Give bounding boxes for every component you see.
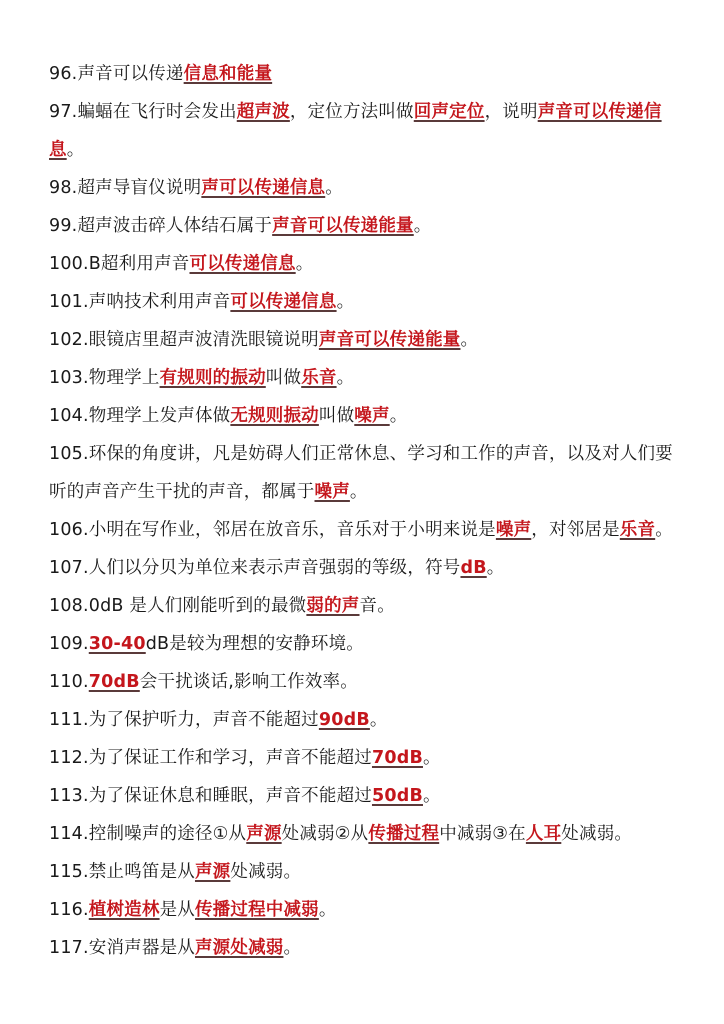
item-text: ，对邻居是 <box>531 520 620 540</box>
answer-highlight: 声音可以传递信息 <box>49 102 662 160</box>
list-item <box>49 169 681 207</box>
list-item <box>49 397 681 435</box>
list-item <box>49 853 681 891</box>
item-text: 。 <box>283 938 302 958</box>
item-number: 99. <box>49 216 78 236</box>
item-text: 。 <box>655 520 673 540</box>
list-item <box>49 321 681 359</box>
item-text: 声呐技术利用声音 <box>88 292 231 312</box>
item-number: 96. <box>49 64 78 84</box>
item-number: 97. <box>49 102 78 122</box>
list-item <box>49 777 681 815</box>
answer-highlight: 90dB <box>318 710 370 730</box>
item-number: 110. <box>49 672 89 692</box>
item-text: 。 <box>336 292 355 312</box>
item-number: 104. <box>49 406 89 426</box>
answer-highlight: 乐音 <box>619 520 656 540</box>
item-text: 处减弱。 <box>561 824 633 844</box>
item-text: 。 <box>389 406 408 426</box>
item-text: 眼镜店里超声波清洗眼镜说明 <box>88 330 319 350</box>
item-number: 105. <box>49 444 89 464</box>
list-item <box>49 701 681 739</box>
item-number: 116. <box>49 900 89 920</box>
item-text: 是从 <box>159 900 195 920</box>
answer-highlight: 人耳 <box>525 824 562 844</box>
item-number: 103. <box>49 368 89 388</box>
item-text: 。 <box>295 254 314 274</box>
answer-highlight: 70dB <box>88 672 140 692</box>
answer-highlight: 传播过程中减弱 <box>194 900 319 920</box>
item-text: 控制噪声的途径①从 <box>88 824 247 844</box>
item-text: 。 <box>413 216 432 236</box>
answer-highlight: 噪声 <box>314 482 350 502</box>
item-number: 112. <box>49 748 89 768</box>
answer-highlight: 噪声 <box>495 520 532 540</box>
item-text: 处减弱。 <box>230 862 302 882</box>
answer-highlight: 有规则的振动 <box>159 368 266 388</box>
item-text: 超声导盲仪说明 <box>77 178 202 198</box>
item-text: ，说明 <box>484 102 538 122</box>
answer-highlight: 植树造林 <box>88 900 160 920</box>
item-text: 。 <box>423 786 441 806</box>
item-text: B超利用声音 <box>88 254 190 274</box>
item-text: 环保的角度讲，凡是妨碍人们正常休息、学习和工作的声音，以及对人们要听的声音产生干扰的声音，都属于 <box>49 444 673 502</box>
answer-highlight: 弱的声 <box>306 596 360 616</box>
item-text: dB是较为理想的安静环境。 <box>145 634 364 654</box>
item-text: 。 <box>325 178 343 198</box>
document-page <box>49 55 681 967</box>
list-item <box>49 891 681 929</box>
item-text: 。 <box>369 710 388 730</box>
item-number: 114. <box>49 824 89 844</box>
list-item <box>49 929 681 967</box>
list-item <box>49 815 681 853</box>
item-text: 禁止鸣笛是从 <box>88 862 195 882</box>
item-text: 叫做 <box>318 406 355 426</box>
answer-highlight: 可以传递信息 <box>189 254 296 274</box>
answer-highlight: 声可以传递信息 <box>201 178 326 198</box>
item-text: 。 <box>336 368 355 388</box>
item-text: 处减弱②从 <box>281 824 369 844</box>
item-number: 117. <box>49 938 89 958</box>
answer-highlight: 声源 <box>246 824 282 844</box>
item-text: 。 <box>66 140 85 160</box>
answer-highlight: 超声波 <box>236 102 290 122</box>
answer-highlight: 回声定位 <box>413 102 485 122</box>
list-item <box>49 549 681 587</box>
answer-highlight: 传播过程 <box>368 824 440 844</box>
item-number: 113. <box>49 786 89 806</box>
list-item <box>49 55 681 93</box>
item-text: 超声波击碎人体结石属于 <box>77 216 273 236</box>
item-number: 102. <box>49 330 89 350</box>
item-text: 叫做 <box>265 368 302 388</box>
answer-highlight: 声音可以传递能量 <box>272 216 414 236</box>
item-number: 107. <box>49 558 89 578</box>
answer-highlight: 乐音 <box>301 368 337 388</box>
item-text: 。 <box>423 748 441 768</box>
item-number: 115. <box>49 862 89 882</box>
item-number: 100. <box>49 254 89 274</box>
item-text: 为了保护听力，声音不能超过 <box>88 710 319 730</box>
list-item <box>49 93 681 169</box>
item-text: 蝙蝠在飞行时会发出 <box>77 102 237 122</box>
item-number: 101. <box>49 292 89 312</box>
answer-highlight: 70dB <box>371 748 423 768</box>
item-text: 声音可以传递 <box>77 64 184 84</box>
item-text: 。 <box>349 482 368 502</box>
answer-highlight: 信息和能量 <box>183 64 273 84</box>
item-text: 人们以分贝为单位来表示声音强弱的等级，符号 <box>88 558 461 578</box>
list-item <box>49 739 681 777</box>
item-number: 98. <box>49 178 78 198</box>
list-item <box>49 207 681 245</box>
list-item <box>49 245 681 283</box>
answer-highlight: 无规则振动 <box>230 406 319 426</box>
item-number: 109. <box>49 634 89 654</box>
list-item <box>49 511 681 549</box>
answer-highlight: 声源处减弱 <box>194 938 284 958</box>
answer-highlight: 声源 <box>194 862 231 882</box>
list-item <box>49 625 681 663</box>
item-text: 为了保证工作和学习，声音不能超过 <box>88 748 372 768</box>
item-text: 。 <box>486 558 505 578</box>
item-text: 。 <box>318 900 337 920</box>
item-text: 中减弱③在 <box>439 824 526 844</box>
list-item <box>49 587 681 625</box>
answer-highlight: 30-40 <box>88 634 146 654</box>
list-item <box>49 359 681 397</box>
answer-highlight: 噪声 <box>354 406 390 426</box>
answer-highlight: 50dB <box>371 786 423 806</box>
answer-highlight: 声音可以传递能量 <box>318 330 461 350</box>
item-number: 111. <box>49 710 89 730</box>
item-text: 0dB 是人们刚能听到的最微 <box>88 596 307 616</box>
list-item <box>49 283 681 321</box>
answer-highlight: 可以传递信息 <box>230 292 337 312</box>
item-text: 音。 <box>359 596 395 616</box>
item-number: 106. <box>49 520 89 540</box>
item-text: 会干扰谈话,影响工作效率。 <box>139 672 358 692</box>
item-text: 物理学上 <box>88 368 160 388</box>
list-item <box>49 663 681 701</box>
list-item <box>49 435 681 511</box>
item-text: 小明在写作业，邻居在放音乐，音乐对于小明来说是 <box>88 520 496 540</box>
item-number: 108. <box>49 596 89 616</box>
answer-highlight: dB <box>460 558 487 578</box>
item-text: 安消声器是从 <box>88 938 195 958</box>
item-text: 物理学上发声体做 <box>88 406 231 426</box>
item-text: ，定位方法叫做 <box>289 102 414 122</box>
item-text: 为了保证休息和睡眠，声音不能超过 <box>88 786 372 806</box>
item-text: 。 <box>460 330 479 350</box>
